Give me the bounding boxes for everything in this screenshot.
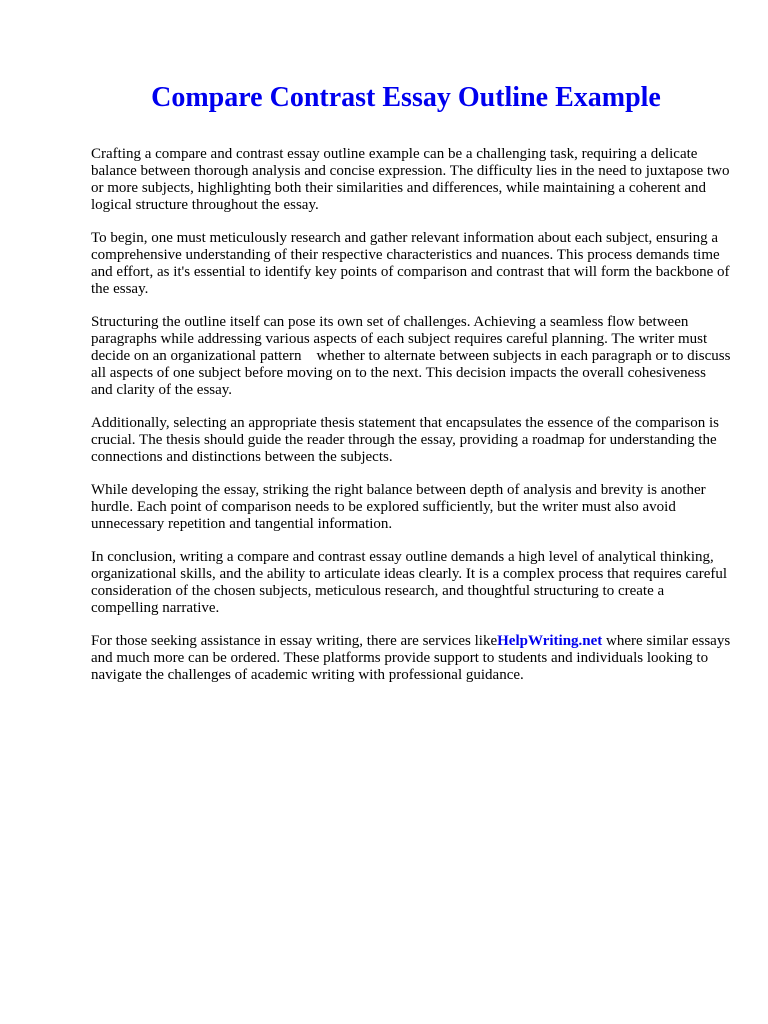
paragraph-2: To begin, one must meticulously research and gather relevant information about each subject, ensuring a comprehensive understanding of their respective characteristics and nuances. This process demands time and effort, as it's essential to identify key points of comparison and contrast that will form the backbone of the essay.	[91, 230, 730, 297]
paragraph-5: While developing the essay, striking the right balance between depth of analysis and brevity is another hurdle. Each point of comparison needs to be explored sufficiently, but the writer must also avoid unnecessary repetition and tangential information.	[91, 482, 706, 532]
paragraph-7	[91, 633, 731, 684]
document-title: Compare Contrast Essay Outline Example	[151, 82, 661, 113]
paragraph-3: Structuring the outline itself can pose its own set of challenges. Achieving a seamless flow between paragraphs while addressing various aspects of each subject requires careful planning. The writer must decide on an organizational pattern whether to alternate between subjects in each paragraph or to discuss all aspects of one subject before moving on to the next. This decision impacts the overall cohesiveness and clarity of the essay.	[91, 314, 735, 398]
paragraph-6: In conclusion, writing a compare and contrast essay outline demands a high level of analytical thinking, organizational skills, and the ability to articulate ideas clearly. It is a complex process that requires careful consideration of the chosen subjects, meticulous research, and thoughtful structuring to create a compelling narrative.	[91, 549, 728, 616]
paragraph-1: Crafting a compare and contrast essay outline example can be a challenging task, requiring a delicate balance between thorough analysis and concise expression. The difficulty lies in the need to juxtapose two or more subjects, highlighting both their similarities and differences, while maintaining a coherent and logical structure throughout the essay.	[91, 146, 730, 213]
helpwriting-link[interactable]: HelpWriting.net	[497, 633, 603, 649]
paragraph-7-after-link: where similar essays and much more can be ordered. These platforms provide support to students and individuals looking to navigate the challenges of academic writing with professional guidance.	[91, 633, 731, 683]
paragraph-7-before-link: For those seeking assistance in essay writing, there are services like	[91, 633, 498, 649]
paragraph-4: Additionally, selecting an appropriate thesis statement that encapsulates the essence of the comparison is crucial. The thesis should guide the reader through the essay, providing a roadmap for understanding the connections and distinctions between the subjects.	[91, 415, 720, 465]
document-body	[91, 146, 735, 700]
